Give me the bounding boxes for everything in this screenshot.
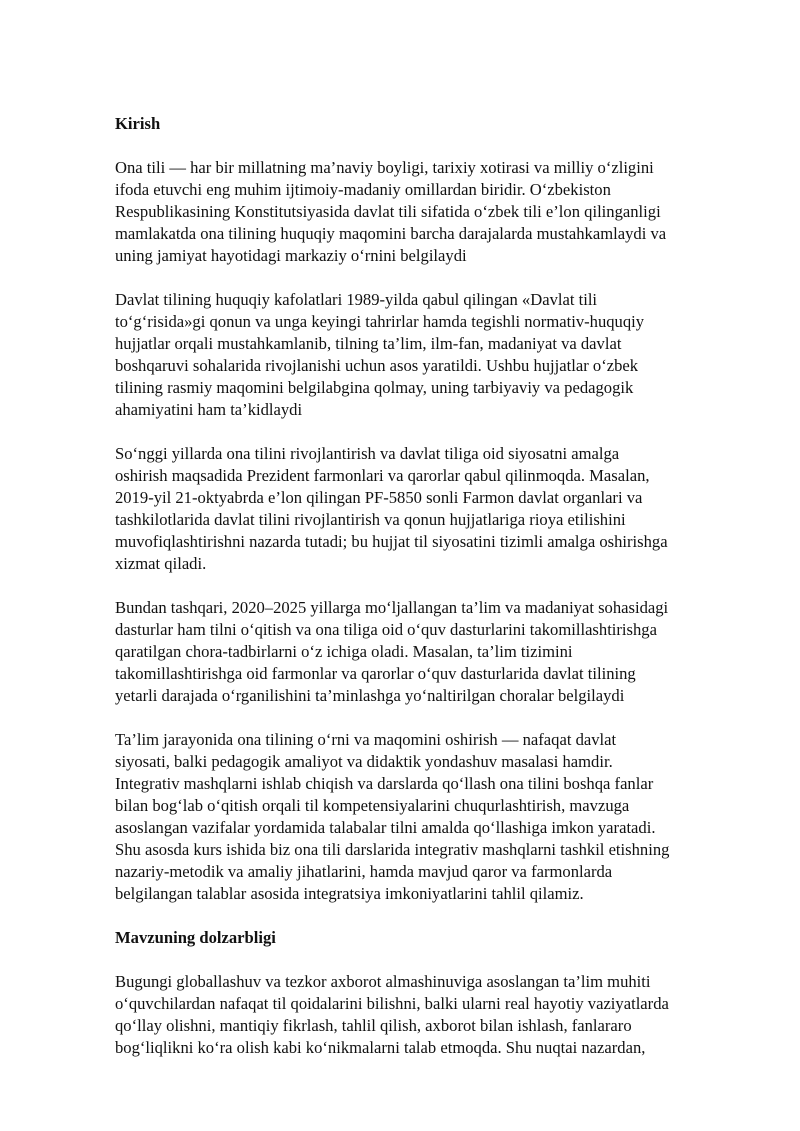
paragraph-intro-3: So‘nggi yillarda ona tilini rivojlantirish va davlat tiliga oid siyosatni amalga oshirish maqsadida Prezident farmonlari va qarorlar qabul qilinmoqda. Masalan, 2019-yil 21-oktyabrda e’lon qilingan PF-5850 sonli Farmon davlat organlari va tashkilotlarida davlat tilini rivojlantirish va qonun hujjatlariga rioya etilishini muvofiqlashtirishni nazarda tutadi; bu hujjat til siyosatini tizimli amalga oshirishga xizmat qiladi. xyxy=(115,444,668,573)
heading-intro: Kirish xyxy=(115,114,161,133)
document-page xyxy=(115,113,715,1081)
paragraph-relevance-1: Bugungi globallashuv va tezkor axborot almashinuviga asoslangan ta’lim muhiti o‘quvchilardan nafaqat til qoidalarini bilishni, balki ularni real hayotiy vaziyatlarda qo‘llay olishni, mantiqiy fikrlash, tahlil qilish, axborot bilan ishlash, fanlararo bog‘liqlikni ko‘ra olish kabi ko‘nikmalarni talab etmoqda. Shu nuqtai nazardan, xyxy=(115,972,669,1057)
paragraph-intro-2: Davlat tilining huquqiy kafolatlari 1989-yilda qabul qilingan «Davlat tili to‘g‘risida»gi qonun va unga keyingi tahrirlar hamda tegishli normativ-huquqiy hujjatlar orqali mustahkamlanib, tilning ta’lim, ilm-fan, madaniyat va davlat boshqaruvi sohalarida rivojlanishi uchun asos yaratildi. Ushbu hujjatlar o‘zbek tilining rasmiy maqomini belgilabgina qolmay, uning tarbiyaviy va pedagogik ahamiyatini ham ta’kidlaydi xyxy=(115,290,645,419)
paragraph-intro-1: Ona tili — har bir millatning ma’naviy boyligi, tarixiy xotirasi va milliy o‘zligini ifoda etuvchi eng muhim ijtimoiy-madaniy omillardan biridir. O‘zbekiston Respublikasining Konstitutsiyasida davlat tili sifatida o‘zbek tili e’lon qilinganligi mamlakatda ona tilining huquqiy maqomini barcha darajalarda mustahkamlaydi va uning jamiyat hayotidagi markaziy o‘rnini belgilaydi xyxy=(115,158,667,265)
paragraph-intro-4: Bundan tashqari, 2020–2025 yillarga mo‘ljallangan ta’lim va madaniyat sohasidagi dasturlar ham tilni o‘qitish va ona tiliga oid o‘quv dasturlarini takomillashtirishga qaratilgan chora-tadbirlarni o‘z ichiga oladi. Masalan, ta’lim tizimini takomillashtirishga oid farmonlar va qarorlar o‘quv dasturlarida davlat tilining yetarli darajada o‘rganilishini ta’minlashga yo‘naltirilgan choralar belgilaydi xyxy=(115,598,669,705)
heading-relevance: Mavzuning dolzarbligi xyxy=(115,928,276,947)
paragraph-intro-5: Ta’lim jarayonida ona tilining o‘rni va maqomini oshirish — nafaqat davlat siyosati, balki pedagogik amaliyot va didaktik yondashuv masalasi hamdir. Integrativ mashqlarni ishlab chiqish va darslarda qo‘llash ona tilini boshqa fanlar bilan bog‘lab o‘qitish orqali til kompetensiyalarini chuqurlashtirish, mavzuga asoslangan vazifalar yordamida talabalar tilni amalda qo‘llashiga imkon yaratadi. Shu asosda kurs ishida biz ona tili darslarida integrativ mashqlarni tashkil etishning nazariy-metodik va amaliy jihatlarini, hamda mavjud qaror va farmonlarda belgilangan talablar asosida integratsiya imkoniyatlarini tahlil qilamiz. xyxy=(115,730,670,903)
